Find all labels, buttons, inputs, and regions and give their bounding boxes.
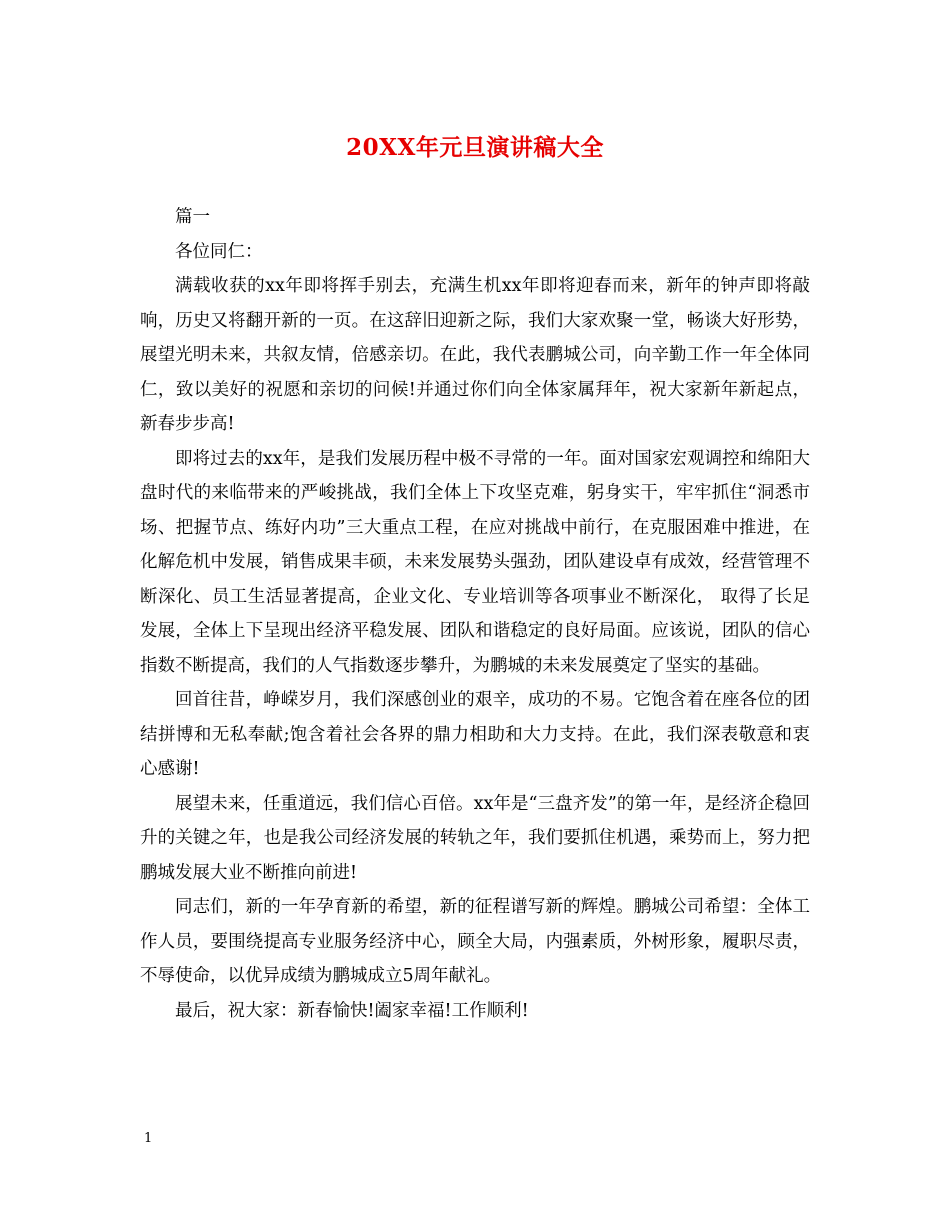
paragraph: 满载收获的xx年即将挥手别去，充满生机xx年即将迎春而来，新年的钟声即将敲响，历史又将翻开新的一页。在这辞旧迎新之际，我们大家欢聚一堂，畅谈大好形势，展望光明未来，共叙友情，倍感亲切。在此，我代表鹏城公司，向辛勤工作一年全体同仁，致以美好的祝愿和亲切的问候!并通过你们向全体家属拜年，祝大家新年新起点，新春步步高! — [140, 276, 810, 434]
paragraph: 即将过去的xx年，是我们发展历程中极不寻常的一年。面对国家宏观调控和绵阳大盘时代的来临带来的严峻挑战，我们全体上下攻坚克难，躬身实干，牢牢抓住“洞悉市场、把握节点、练好内功”三大重点工程，在应对挑战中前行，在克服困难中推进，在化解危机中发展，销售成果丰硕，未来发展势头强劲，团队建设卓有成效，经营管理不断深化、员工生活显著提高，企业文化、专业培训等各项事业不断深化， 取得了长足发展，全体上下呈现出经济平稳发展、团队和谐稳定的良好局面。应该说，团队的信心指数不断提高，我们的人气指数逐步攀升，为鹏城的未来发展奠定了坚实的基础。 — [140, 448, 810, 676]
page-number: 1 — [144, 1131, 153, 1146]
closing-line: 最后，祝大家：新春愉快!阖家幸福!工作顺利! — [175, 1000, 529, 1021]
section-heading: 篇一 — [175, 207, 210, 227]
salutation: 各位同仁： — [175, 241, 263, 262]
paragraph: 展望未来，任重道远，我们信心百倍。xx年是“三盘齐发”的第一年，是经济企稳回升的关键之年，也是我公司经济发展的转轨之年，我们要抓住机遇，乘势而上，努力把鹏城发展大业不断推向前进! — [140, 793, 810, 883]
document-body — [140, 200, 810, 1028]
paragraph: 同志们，新的一年孕育新的希望，新的征程谱写新的辉煌。鹏城公司希望：全体工作人员，要围绕提高专业服务经济中心，顾全大局，内强素质，外树形象，履职尽责，不辱使命，以优异成绩为鹏城成立5周年献礼。 — [140, 897, 810, 986]
paragraph: 回首往昔，峥嵘岁月，我们深感创业的艰辛，成功的不易。它饱含着在座各位的团结拼博和无私奉献;饱含着社会各界的鼎力相助和大力支持。在此，我们深表敬意和衷心感谢! — [140, 690, 810, 779]
document-title: 20XX年元旦演讲稿大全 — [346, 134, 604, 161]
